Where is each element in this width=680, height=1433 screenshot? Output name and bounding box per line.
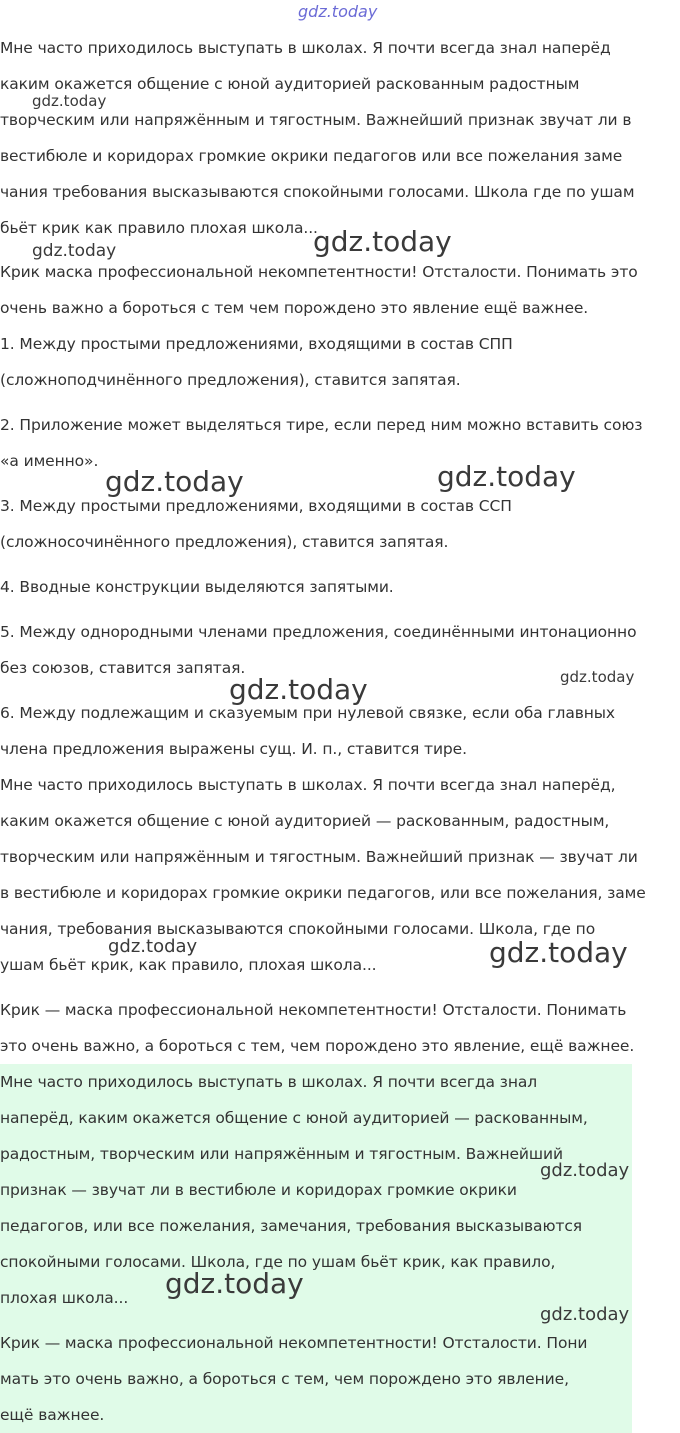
text-line: бьёт крик как правило плохая школа... [0,219,318,237]
text-line: педагогов, или все пожелания, замечания, требования высказываются [0,1217,582,1235]
watermark-logo: gdz.today [32,92,107,110]
watermark-logo: gdz.today [437,460,576,493]
text-line: члена предложения выражены сущ. И. п., ставится тире. [0,740,467,758]
text-line: 6. Между подлежащим и сказуемым при нулевой связке, если оба главных [0,704,616,722]
rule-3 [0,488,512,560]
text-line: творческим или напряжённым и тягостным. Важнейший признак — звучат ли [0,848,638,866]
watermark-logo: gdz.today [540,1304,630,1325]
rule-4 [0,569,394,605]
text-line: без союзов, ставится запятая. [0,659,246,677]
text-line: радостным, творческим или напряжённым и тягостным. Важнейший [0,1145,563,1163]
text-line: это очень важно, а бороться с тем, чем порождено это явление, ещё важнее. [0,1037,635,1055]
text-line: наперёд, каким окажется общение с юной аудиторией — раскованным, [0,1109,588,1127]
text-line: ещё важнее. [0,1406,105,1424]
watermark-logo: gdz.today [560,668,635,686]
text-line: Мне часто приходилось выступать в школах. Я почти всегда знал наперёд [0,39,611,57]
text-line: «а именно». [0,452,99,470]
text-line: 1. Между простыми предложениями, входящими в состав СПП [0,335,513,353]
text-line: очень важно а бороться с тем чем порождено это явление ещё важнее. [0,299,589,317]
text-line: 2. Приложение может выделяться тире, если перед ним можно вставить союз [0,416,643,434]
rule-1 [0,326,513,398]
text-line: плохая школа... [0,1289,129,1307]
text-line: ушам бьёт крик, как правило, плохая школа... [0,956,377,974]
watermark-logo: gdz.today [32,241,117,261]
text-line: творческим или напряжённым и тягостным. Важнейший признак звучат ли в [0,111,632,129]
text-line: Мне часто приходилось выступать в школах. Я почти всегда знал наперёд, [0,776,616,794]
text-line: Крик — маска профессиональной некомпетентности! Отсталости. Понимать [0,1001,627,1019]
original-text-paragraph-1 [0,30,634,246]
text-line: (сложносочинённого предложения), ставится запятая. [0,533,449,551]
text-line: чания, требования высказываются спокойными голосами. Школа, где по [0,920,596,938]
text-line: вестибюле и коридорах громкие окрики педагогов или все пожелания заме [0,147,623,165]
text-line: в вестибюле и коридорах громкие окрики педагогов, или все пожелания, заме [0,884,646,902]
text-line: мать это очень важно, а бороться с тем, чем порождено это явление, [0,1370,569,1388]
text-line: 4. Вводные конструкции выделяются запятыми. [0,578,394,596]
watermark-logo: gdz.today [165,1267,304,1300]
watermark-logo: gdz.today [108,936,198,957]
text-line: признак — звучат ли в вестибюле и коридорах громкие окрики [0,1181,517,1199]
text-line: Мне часто приходилось выступать в школах. Я почти всегда знал [0,1073,538,1091]
text-line: Крик — маска профессиональной некомпетентности! Отсталости. Пони [0,1334,588,1352]
text-line: каким окажется общение с юной аудиторией — раскованным, радостным, [0,812,610,830]
text-line: 5. Между однородными членами предложения, соединёнными интонационно [0,623,637,641]
text-line: каким окажется общение с юной аудиторией раскованным радостным [0,75,580,93]
watermark-logo: gdz.today [229,673,368,706]
answer-text-paragraph-2 [0,1325,587,1433]
watermark-logo: gdz.today [489,936,628,969]
watermark-logo: gdz.today [540,1160,630,1181]
text-line: 3. Между простыми предложениями, входящими в состав ССП [0,497,512,515]
watermark-logo: gdz.today [105,465,244,498]
text-line: спокойными голосами. Школа, где по ушам бьёт крик, как правило, [0,1253,556,1271]
watermark-logo: gdz.today [313,225,452,258]
text-line: чания требования высказываются спокойными голосами. Школа где по ушам [0,183,635,201]
text-line: (сложноподчинённого предложения), ставится запятая. [0,371,461,389]
watermark-logo: gdz.today [298,2,378,21]
text-line: Крик маска профессиональной некомпетентности! Отсталости. Понимать это [0,263,638,281]
corrected-text-paragraph-2 [0,992,634,1064]
original-text-paragraph-2 [0,254,638,326]
